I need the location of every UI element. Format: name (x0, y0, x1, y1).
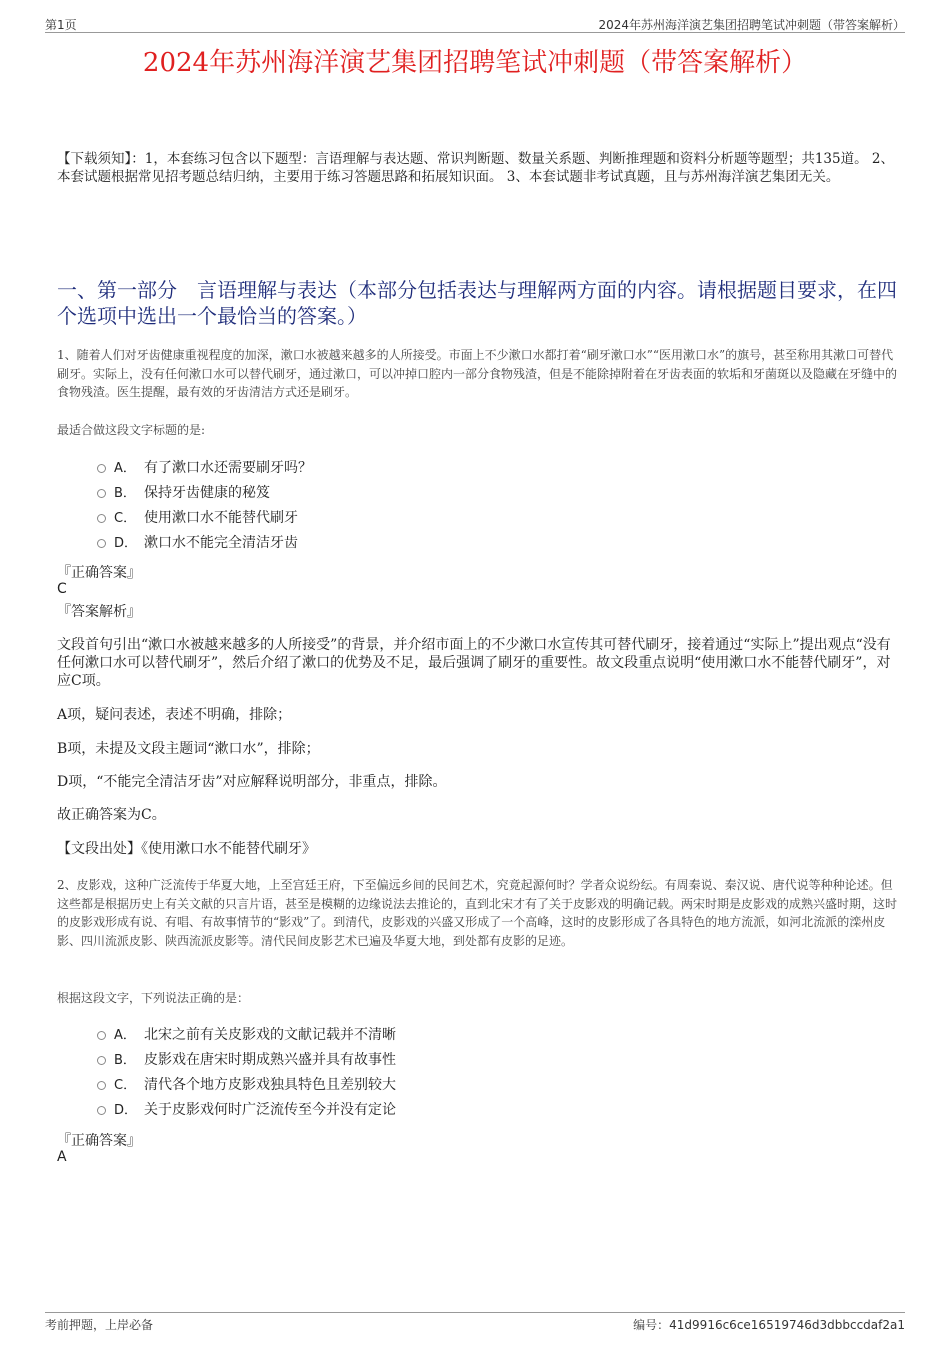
question-2-prompt: 根据这段文字，下列说法正确的是： (57, 991, 250, 1005)
radio-icon[interactable] (97, 514, 106, 523)
option-b[interactable] (97, 479, 597, 504)
option-a[interactable] (97, 1021, 597, 1046)
question-1-passage: 1、随着人们对牙齿健康重视程度的加深，漱口水被越来越多的人所接受。市面上不少漱口水都打着“刷牙漱口水”“医用漱口水”的旗号，甚至称用其漱口可替代刷牙。实际上，没有任何漱口水可以替代刷牙，通过漱口，可以冲掉口腔内一部分食物残渣，但是不能除掉附着在牙齿表面的软垢和牙菌斑以及隐藏在牙缝中的食物残渣。医生提醒，最有效的牙齿清洁方式还是刷牙。 (57, 348, 898, 400)
radio-icon[interactable] (97, 1056, 106, 1065)
radio-icon[interactable] (97, 539, 106, 548)
header-doc-title: 2024年苏州海洋演艺集团招聘笔试冲刺题（带答案解析） (598, 18, 905, 32)
option-letter: A． (114, 461, 136, 476)
section-heading: 一、第一部分 言语理解与表达（本部分包括表达与理解两方面的内容。请根据题目要求，在四个选项中选出一个最恰当的答案。） (57, 278, 897, 328)
question-2-options (97, 1021, 597, 1121)
option-text: 使用漱口水不能替代刷牙 (144, 509, 298, 526)
radio-icon[interactable] (97, 1081, 106, 1090)
option-text: 保持牙齿健康的秘笈 (144, 484, 270, 501)
radio-icon[interactable] (97, 1031, 106, 1040)
option-c[interactable] (97, 504, 597, 529)
radio-icon[interactable] (97, 1106, 106, 1115)
option-letter: A． (114, 1028, 136, 1043)
option-text: 北宋之前有关皮影戏的文献记载并不清晰 (144, 1026, 396, 1043)
option-letter: B． (114, 486, 136, 501)
analysis-conclusion: 故正确答案为C。 (57, 807, 166, 823)
answer-label: 『正确答案』 (57, 1133, 141, 1149)
document-title: 2024年苏州海洋演艺集团招聘笔试冲刺题（带答案解析） (142, 48, 808, 78)
option-c[interactable] (97, 1071, 597, 1096)
option-text: 有了漱口水还需要刷牙吗？ (144, 459, 312, 476)
option-text: 清代各个地方皮影戏独具特色且差别较大 (144, 1076, 396, 1093)
radio-icon[interactable] (97, 464, 106, 473)
analysis-label: 『答案解析』 (57, 604, 141, 620)
option-a[interactable] (97, 454, 597, 479)
option-text: 漱口水不能完全清洁牙齿 (144, 534, 298, 551)
analysis-option-d: D项，“不能完全清洁牙齿”对应解释说明部分，非重点，排除。 (57, 774, 447, 790)
option-text: 皮影戏在唐宋时期成熟兴盛并具有故事性 (144, 1051, 396, 1068)
question-1-prompt: 最适合做这段文字标题的是: (57, 423, 206, 437)
option-d[interactable] (97, 529, 597, 554)
page-footer (45, 1312, 905, 1333)
passage-source: 【文段出处】《使用漱口水不能替代刷牙》 (57, 841, 316, 857)
option-text: 关于皮影戏何时广泛流传至今并没有定论 (144, 1101, 396, 1118)
answer-value: A (57, 1149, 67, 1165)
answer-value: C (57, 581, 67, 597)
download-notice: 【下载须知】：1，本套练习包含以下题型：言语理解与表达题、常识判断题、数量关系题、判断推理题和资料分析题等题型；共135道。 2、本套试题根据常见招考题总结归纳，主要用于练习答题思路和拓展知识面。 3、本套试题非考试真题，且与苏州海洋演艺集团无关。 (57, 151, 894, 185)
option-d[interactable] (97, 1096, 597, 1121)
option-letter: D． (114, 1103, 138, 1118)
analysis-text: 文段首句引出“漱口水被越来越多的人所接受”的背景，并介绍市面上的不少漱口水宣传其可替代刷牙，接着通过“实际上”提出观点“没有任何漱口水可以替代刷牙”，然后介绍了漱口的优势及不足，最后强调了刷牙的重要性。故文段重点说明“使用漱口水不能替代刷牙”，对应C项。 (57, 637, 891, 689)
answer-label: 『正确答案』 (57, 565, 141, 581)
analysis-option-b: B项，未提及文段主题词“漱口水”，排除； (57, 741, 320, 757)
question-1-options (97, 454, 597, 554)
page-header (45, 14, 905, 33)
option-letter: C． (114, 511, 137, 526)
radio-icon[interactable] (97, 489, 106, 498)
question-2-passage: 2、皮影戏，这种广泛流传于华夏大地，上至宫廷王府，下至偏远乡间的民间艺术，究竟起源何时？学者众说纷纭。有周秦说、秦汉说、唐代说等种种论述。但这些都是根据历史上有关文献的只言片语，甚至是模糊的边缘说法去推论的，直到北宋才有了关于皮影戏的明确记载。两宋时期是皮影戏的成熟兴盛时期，这时的皮影戏形成有说、有唱、有故事情节的“影戏”了。到清代，皮影戏的兴盛又形成了一个高峰，这时的皮影形成了各具特色的地方流派，如河北流派的滦州皮影、四川流派皮影、陕西流派皮影等。清代民间皮影艺术已遍及华夏大地，到处都有皮影的足迹。 (57, 878, 898, 948)
page-number: 第1页 (45, 18, 77, 32)
option-letter: B． (114, 1053, 136, 1068)
footer-slogan: 考前押题，上岸必备 (45, 1318, 154, 1332)
option-letter: D． (114, 536, 138, 551)
option-letter: C． (114, 1078, 137, 1093)
analysis-option-a: A项，疑问表述，表述不明确，排除； (57, 707, 292, 723)
footer-doc-id: 编号：41d9916c6ce16519746d3dbbccdaf2a1 (633, 1318, 905, 1332)
option-b[interactable] (97, 1046, 597, 1071)
